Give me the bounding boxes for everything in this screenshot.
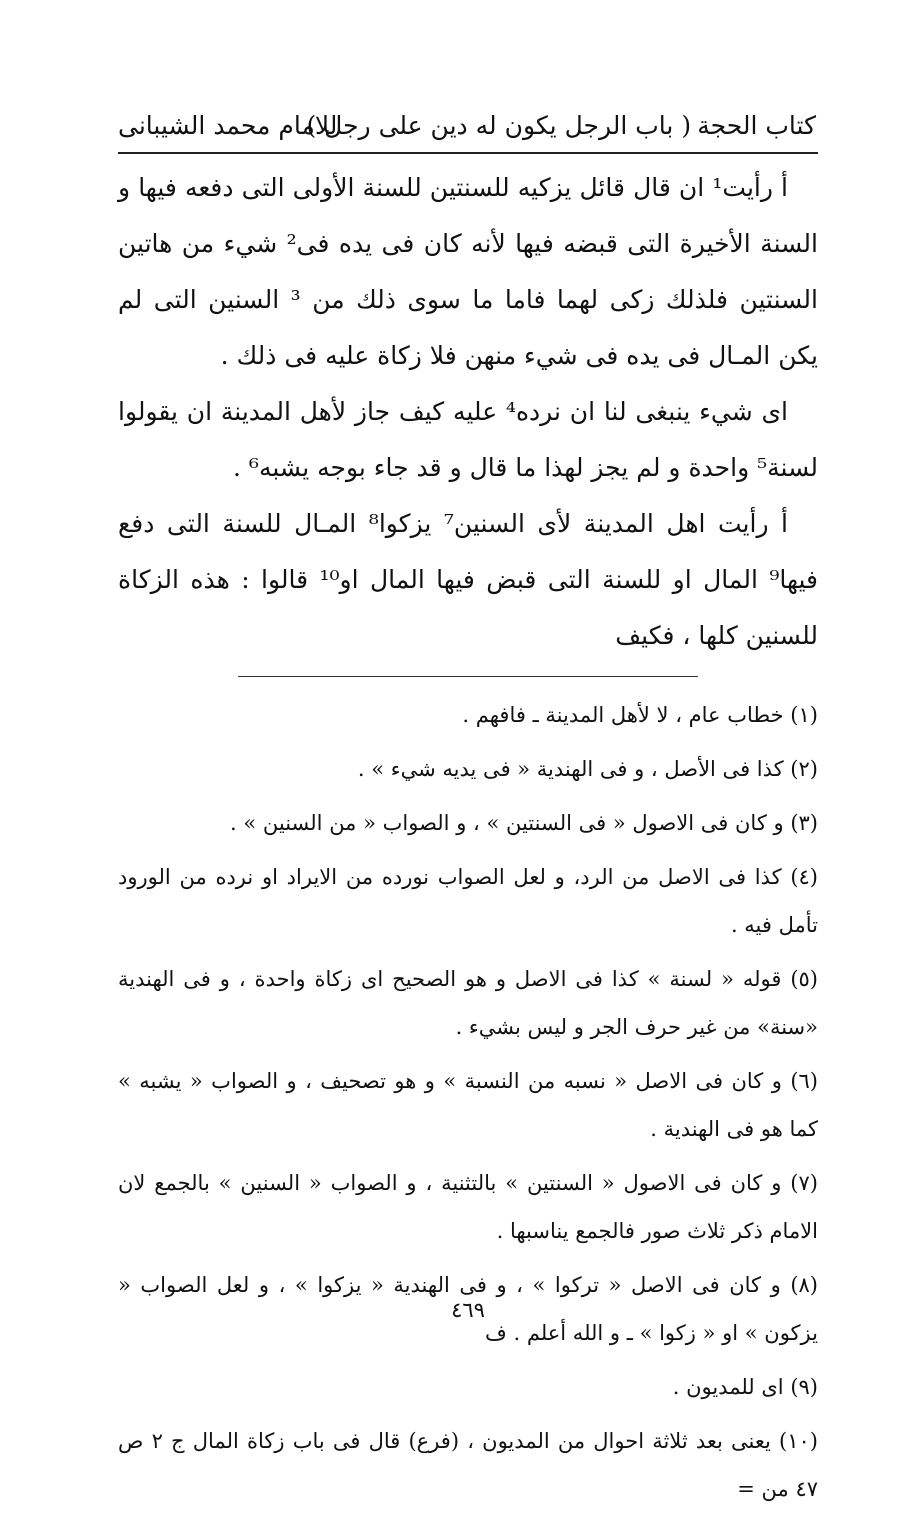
body-paragraph: اى شيء ينبغى لنا ان نرده⁴ عليه كيف جاز لأهل المدينة ان يقولوا لسنة⁵ واحدة و لم يجز لهذا ما قال و قد جاء بوجه يشبه⁶ . — [118, 397, 818, 482]
body-paragraph: أ رأيت اهل المدينة لأى السنين⁷ يزكوا⁸ المـال للسنة التى دفع فيها⁹ المال او للسنة التى قبض فيها المال او¹⁰ قالوا : هذه الزكاة للسنين كلها ، فكيف — [118, 509, 818, 650]
footnote-divider — [238, 676, 698, 677]
footnote: (١) خطاب عام ، لا لأهل المدينة ـ فافهم . — [462, 703, 818, 727]
footnote: (٢) كذا فى الأصل ، و فى الهندية « فى يديه شيء » . — [357, 757, 818, 781]
footnote: (٨) و كان فى الاصل « تركوا » ، و فى الهندية « يزكوا » ، و لعل الصواب « يزكون » او « زكوا » ـ و الله أعلم . ف — [118, 1273, 818, 1345]
book-title: كتاب الحجة — [697, 111, 816, 140]
footnote: (٥) قوله « لسنة » كذا فى الاصل و هو الصحيح اى زكاة واحدة ، و فى الهندية «سنة» من غير حرف الجر و ليس بشيء . — [118, 967, 818, 1039]
footnotes — [118, 691, 818, 1513]
main-text — [118, 160, 818, 664]
page-number: ٤٦٩ — [451, 1298, 485, 1322]
running-header — [118, 100, 818, 154]
footnote: (٦) و كان فى الاصل « نسبه من النسبة » و هو تصحيف ، و الصواب « يشبه » كما هو فى الهندية . — [118, 1069, 818, 1141]
body-paragraph: أ رأيت¹ ان قال قائل يزكيه للسنتين للسنة الأولى التى دفعه فيها و السنة الأخيرة التى قبضه فيها لأنه كان فى يده فى² شيء من هاتين السنتين فلذلك زكى لهما فاما ما سوى ذلك من ³ السنين التى لم يكن المـال فى يده فى شيء منهن فلا زكاة عليه فى ذلك . — [118, 173, 818, 370]
footnote: (٣) و كان فى الاصول « فى السنتين » ، و الصواب « من السنين » . — [230, 811, 818, 835]
footnote: (٤) كذا فى الاصل من الرد، و لعل الصواب نورده من الايراد او نرده من الورود تأمل فيه . — [118, 865, 818, 937]
book-page — [118, 100, 818, 1519]
footnote: (٩) اى للمديون . — [672, 1375, 818, 1399]
author-name: للامام محمد الشيبانى — [118, 111, 338, 140]
chapter-title: ( باب الرجل يكون له دين على رجل ) — [306, 111, 692, 140]
footnote: (١٠) يعنى بعد ثلاثة احوال من المديون ، (فرع) قال فى باب زكاة المال ج ٢ ص ٤٧ من = — [118, 1429, 818, 1501]
footnote: (٧) و كان فى الاصول « السنتين » بالتثنية ، و الصواب « السنين » بالجمع لان الامام ذكر ثلاث صور فالجمع يناسبها . — [118, 1171, 818, 1243]
